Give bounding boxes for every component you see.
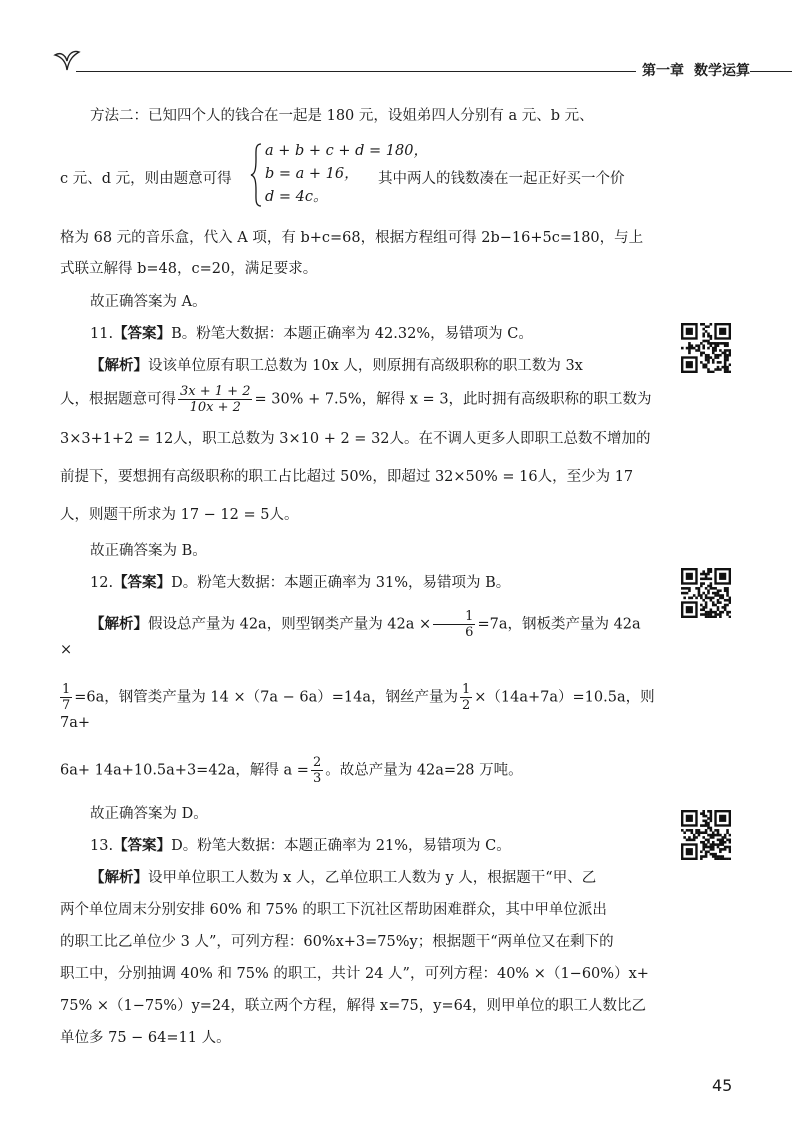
q12-l3-start: 6a+ 14a+10.5a+3=42a，解得 a =	[60, 762, 309, 779]
method2-line-4: 式联立解得 b=48，c=20，满足要求。	[60, 261, 318, 277]
q11-analysis-line-1	[60, 356, 656, 376]
q11-answer-line	[60, 324, 656, 344]
equation-3: d = 4c。	[265, 189, 328, 205]
q11-analysis-line-5: 人，则题干所求为 17 − 12 = 5人。	[60, 507, 299, 523]
q12-f2-num: 1	[62, 682, 71, 697]
q13-analysis-line-1	[60, 868, 656, 888]
q12-f1-den: 6	[465, 625, 474, 640]
q13-analysis-line-5: 75% ×（1−75%）y=24，联立两个方程，解得 x=75，y=64，则甲单位的职工人数比乙	[60, 998, 647, 1014]
q12-f3-num: 1	[461, 682, 471, 697]
equation-system-row	[60, 140, 656, 214]
q12-l1-start: 假设总产量为 42a，则型钢类产量为 42a ×	[148, 616, 432, 633]
q12-l3-end: 。故总产量为 42a=28 万吨。	[325, 762, 523, 779]
leaf-icon	[52, 44, 82, 74]
page-number: 45	[712, 1076, 733, 1095]
q12-l2-start: =6a，钢管类产量为 14 ×（7a − 6a）=14a，钢丝产量为	[74, 689, 458, 706]
qr-code-q11[interactable]	[681, 323, 731, 373]
q11-analysis-line-3: 3×3+1+2 = 12人，职工总数为 3×10 + 2 = 32人。在不调人更多人即职工总数不增加的	[60, 431, 651, 447]
q12-analysis-line-3	[60, 755, 656, 786]
method2-conclusion: 故正确答案为 A。	[90, 294, 207, 310]
q12-analysis-line-1	[60, 609, 656, 660]
q13-answer-text: D。粉笔大数据：本题正确率为 21%，易错项为 C。	[171, 838, 511, 854]
q12-analysis-line-2	[60, 682, 656, 733]
equation-1: a + b + c + d = 180，	[265, 143, 428, 159]
q12-answer-tag: 【答案】	[113, 574, 172, 591]
q12-f3-den: 2	[461, 698, 471, 713]
q11-l2-start: 人，根据题意可得	[60, 391, 176, 408]
q12-fraction-2	[60, 682, 72, 713]
method2-line-3: 格为 68 元的音乐盒，代入 A 项，有 b+c=68，根据方程组可得 2b−16+5c=180，与上	[60, 230, 644, 246]
page-content	[60, 106, 656, 1048]
q13-analysis-line-2: 两个单位周末分别安排 60% 和 75% 的职工下沉社区帮助困难群众，其中甲单位派出	[60, 902, 607, 918]
q13-analysis-line-4: 职工中，分别抽调 40% 和 75% 的职工，共计 24 人”，可列方程：40% ×（1−60%）x+	[60, 966, 649, 982]
qr-code-q13[interactable]	[681, 810, 731, 860]
chapter-label: 第一章	[642, 63, 684, 79]
q13-analysis-line-3: 的职工比乙单位少 3 人”，可列方程：60%x+3=75%y；根据题干“两单位又在剩下的	[60, 934, 614, 950]
q11-answer-tag: 【答案】	[113, 325, 172, 342]
system-tail-text: 其中两人的钱数凑在一起正好买一个价	[378, 171, 625, 187]
q11-l2-end: = 30% + 7.5%，解得 x = 3，此时拥有高级职称的职工数为	[254, 391, 652, 408]
q12-answer-text: D。粉笔大数据：本题正确率为 31%，易错项为 B。	[171, 575, 511, 591]
q12-l2-end: ×（14a+7a）=10.5a，则 7a+	[60, 689, 655, 731]
q12-answer-line	[60, 573, 656, 593]
q11-analysis-line-2	[60, 384, 656, 415]
q11-frac-num: 3x + 1 + 2	[180, 384, 251, 399]
q12-fraction-1	[433, 609, 475, 640]
chapter-topic: 数学运算	[694, 63, 750, 79]
chapter-title	[642, 60, 750, 80]
q12-conclusion: 故正确答案为 D。	[90, 806, 208, 822]
q13-answer-line	[60, 836, 656, 856]
q12-l1-end: =7a，钢板类产量为 42a ×	[60, 616, 641, 658]
q13-answer-tag: 【答案】	[113, 837, 172, 854]
q13-number: 13.	[90, 838, 114, 854]
q12-f1-num: 1	[433, 609, 475, 625]
q12-fraction-3	[460, 682, 472, 713]
header-rule-left	[76, 71, 636, 72]
qr-code-q12[interactable]	[681, 568, 731, 618]
q11-conclusion: 故正确答案为 B。	[90, 543, 207, 559]
q12-f4-num: 2	[312, 755, 322, 770]
header-rule-right	[750, 71, 792, 72]
q11-number: 11.	[90, 326, 114, 342]
q11-analysis-text-1: 设该单位原有职工总数为 10x 人，则原拥有高级职称的职工数为 3x	[148, 358, 583, 374]
method2-line-1: 方法二：已知四个人的钱合在一起是 180 元，设姐弟四人分别有 a 元、b 元、	[90, 108, 594, 124]
q12-f2-den: 7	[62, 698, 71, 713]
q13-analysis-line-6: 单位多 75 − 64=11 人。	[60, 1030, 231, 1046]
system-lead-text: c 元、d 元，则由题意可得	[60, 171, 232, 187]
q11-frac-den: 10x + 2	[189, 400, 241, 415]
left-brace	[250, 143, 262, 207]
q11-fraction	[178, 384, 252, 415]
q12-f4-den: 3	[312, 771, 322, 786]
q12-fraction-4	[311, 755, 323, 786]
q11-analysis-tag: 【解析】	[90, 357, 148, 374]
q13-analysis-tag: 【解析】	[90, 869, 148, 886]
q12-number: 12.	[90, 575, 114, 591]
equation-2: b = a + 16，	[265, 166, 359, 182]
page-header	[52, 40, 792, 84]
q11-analysis-line-4: 前提下，要想拥有高级职称的职工占比超过 50%，即超过 32×50% = 16人，至少为 17	[60, 469, 634, 485]
q12-analysis-tag: 【解析】	[90, 615, 148, 633]
q13-analysis-text-1: 设甲单位职工人数为 x 人，乙单位职工人数为 y 人，根据题干“甲、乙	[148, 870, 597, 886]
q11-answer-text: B。粉笔大数据：本题正确率为 42.32%，易错项为 C。	[171, 326, 533, 342]
